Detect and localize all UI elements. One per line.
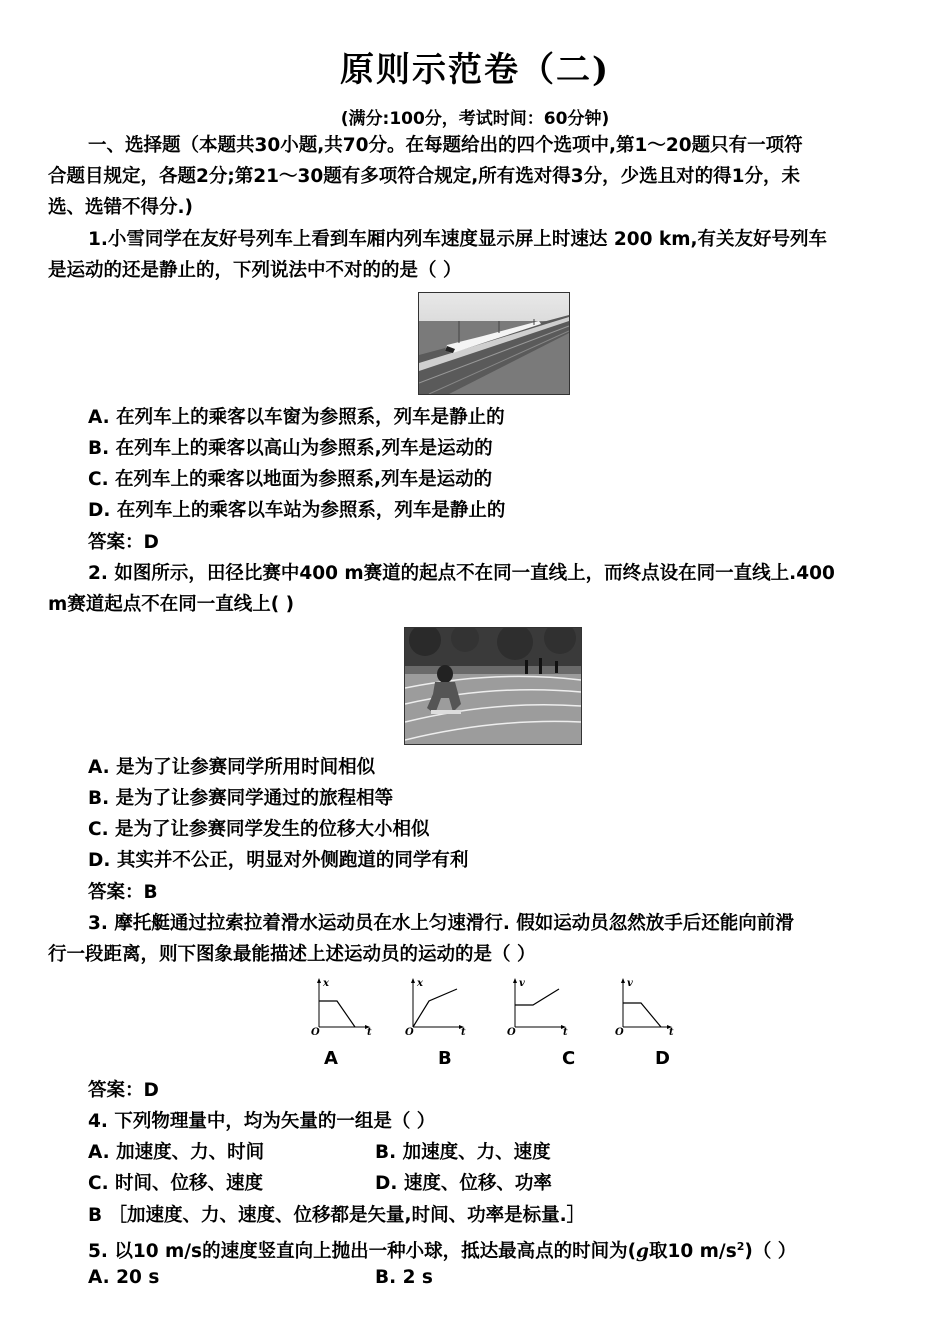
graph-d [615, 978, 674, 1037]
q4-option-b: B. 加速度、力、速度 [375, 1142, 551, 1163]
q3-stem-line1: 3. 摩托艇通过拉索拉着滑水运动员在水上匀速滑行. 假如运动员忽然放手后还能向前滑 [88, 913, 794, 934]
train-photo [418, 292, 570, 395]
q1-stem-line1: 1.小雪同学在友好号列车上看到车厢内列车速度显示屏上时速达 200 km,有关友好号列车 [88, 229, 828, 250]
q2-option-b: B. 是为了让参赛同学通过的旅程相等 [88, 788, 394, 809]
q3-answer: 答案：D [88, 1080, 159, 1101]
graph-c-origin: O [507, 1027, 516, 1037]
q4-stem: 4. 下列物理量中，均为矢量的一组是（ ） [88, 1111, 436, 1132]
q5-stem-sup: 2 [736, 1240, 745, 1253]
section-intro-line2: 合题目规定，各题2分;第21～30题有多项符合规定,所有选对得3分，少选且对的得1分，未 [48, 166, 801, 187]
q1-answer: 答案：D [88, 532, 159, 553]
graph-a [311, 978, 372, 1037]
q1-option-a: A. 在列车上的乘客以车窗为参照系，列车是静止的 [88, 407, 505, 428]
graph-b-origin: O [405, 1027, 414, 1037]
q4-explanation: B ［加速度、力、速度、位移都是矢量,时间、功率是标量.］ [88, 1205, 586, 1226]
graph-d-caption: D [655, 1048, 670, 1069]
q5-stem-g: g [636, 1241, 649, 1263]
q5-stem-pre: 5. 以10 m/s的速度竖直向上抛出一种小球，抵达最高点的时间为( [88, 1241, 637, 1263]
track-photo [404, 627, 582, 745]
graph-b-x-label: t [461, 1027, 466, 1037]
graph-b-caption: B [438, 1048, 452, 1069]
graph-d-y-label: v [627, 978, 633, 989]
q2-option-a: A. 是为了让参赛同学所用时间相似 [88, 757, 376, 778]
q4-option-c: C. 时间、位移、速度 [88, 1173, 264, 1194]
graph-c-x-label: t [563, 1027, 568, 1037]
graph-a-origin: O [311, 1027, 320, 1037]
section-intro-line1: 一、选择题（本题共30小题,共70分。在每题给出的四个选项中,第1～20题只有一项符 [88, 135, 803, 156]
q3-stem-line2: 行一段距离，则下图象最能描述上述运动员的运动的是（ ） [48, 944, 536, 965]
q4-option-d: D. 速度、位移、功率 [375, 1173, 552, 1194]
graph-c-caption: C [562, 1048, 576, 1069]
q5-option-b: B. 2 s [375, 1267, 433, 1288]
graph-c-y-label: v [519, 978, 525, 989]
graph-a-caption: A [324, 1048, 338, 1069]
q2-option-d: D. 其实并不公正，明显对外侧跑道的同学有利 [88, 850, 469, 871]
motion-graphs [305, 975, 685, 1037]
q4-option-a: A. 加速度、力、时间 [88, 1142, 265, 1163]
graph-d-origin: O [615, 1027, 624, 1037]
graph-a-y-label: x [323, 978, 329, 989]
graph-d-x-label: t [669, 1027, 674, 1037]
graph-b-y-label: x [417, 978, 423, 989]
q5-stem [88, 1234, 796, 1265]
q1-option-d: D. 在列车上的乘客以车站为参照系，列车是静止的 [88, 500, 506, 521]
q2-option-c: C. 是为了让参赛同学发生的位移大小相似 [88, 819, 430, 840]
page-title: 原则示范卷（二) [339, 50, 611, 90]
graph-a-x-label: t [367, 1027, 372, 1037]
q5-stem-mid: 取10 m/s [648, 1241, 737, 1263]
q5-option-a: A. 20 s [88, 1267, 160, 1288]
q2-answer: 答案：B [88, 882, 158, 903]
q1-option-b: B. 在列车上的乘客以高山为参照系,列车是运动的 [88, 438, 493, 459]
graph-b [405, 978, 466, 1037]
q2-stem-line1: 2. 如图所示，田径比赛中400 m赛道的起点不在同一直线上，而终点设在同一直线上.400 [88, 563, 835, 584]
graph-c [507, 978, 568, 1037]
q5-stem-post: )（ ） [744, 1241, 797, 1263]
q1-option-c: C. 在列车上的乘客以地面为参照系,列车是运动的 [88, 469, 493, 490]
q2-stem-line2: m赛道起点不在同一直线上( ) [48, 594, 295, 615]
page-subtitle: (满分:100分，考试时间：60分钟) [340, 109, 610, 129]
q1-stem-line2: 是运动的还是静止的，下列说法中不对的的是（ ） [48, 260, 462, 281]
section-intro-line3: 选、选错不得分.) [48, 197, 193, 218]
